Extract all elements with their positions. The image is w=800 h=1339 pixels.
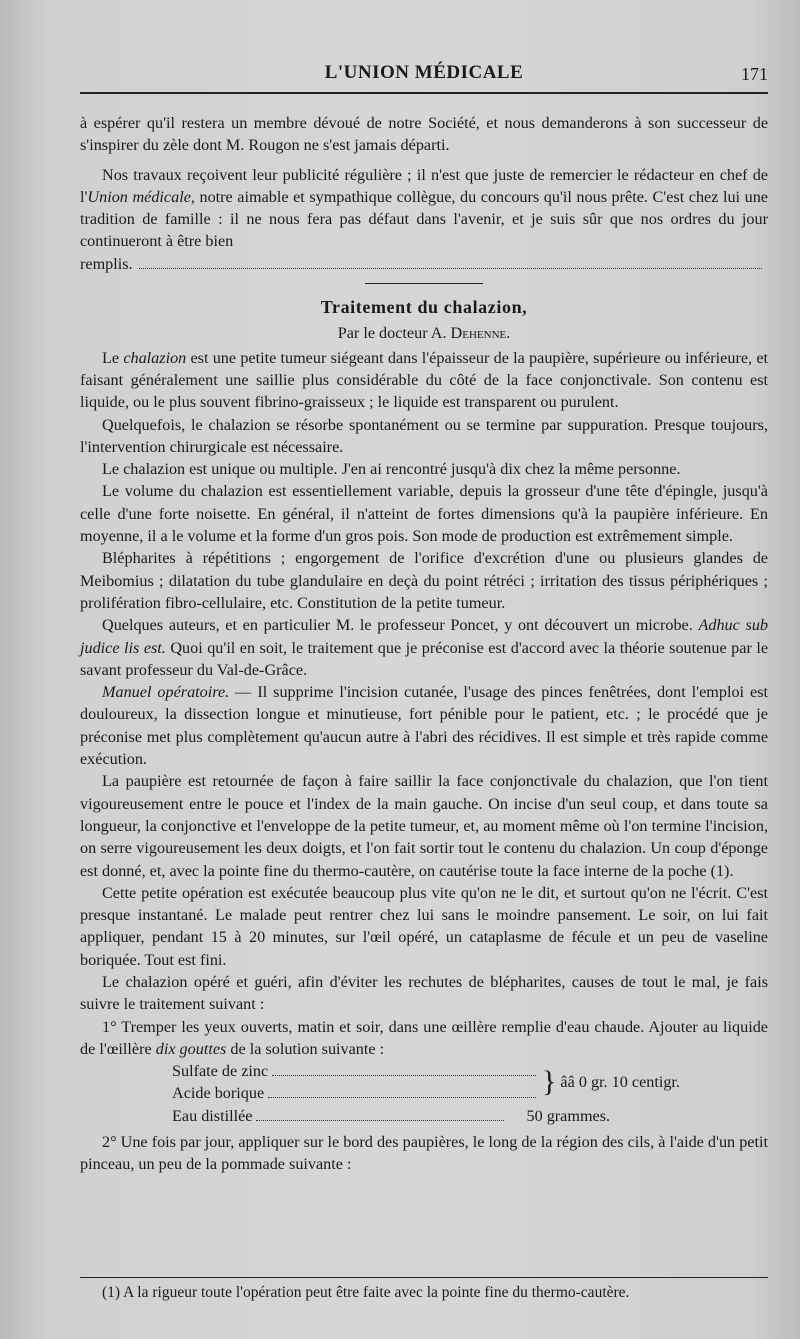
paragraph-multiplicity: [80, 458, 768, 480]
ingredient-name: Eau distillée: [172, 1106, 253, 1125]
formula-row-zinc: [80, 1060, 540, 1082]
paragraph-volume: [80, 480, 768, 547]
paragraph-procedure: [80, 770, 768, 881]
paragraph-definition: [80, 347, 768, 414]
term-chalazion: chalazion: [123, 348, 187, 367]
article-byline: [80, 322, 768, 344]
running-title: L'UNION MÉDICALE: [324, 62, 524, 83]
paragraph-closing-society: [80, 112, 768, 157]
line-leader: [139, 268, 762, 269]
paragraph-text: , notre aimable et sympathique collègue, du concours qu'il nous prête. C'est chez lui une tradition de famille : il ne nous fera pas défaut dans l'avenir, et je suis sûr que nos ordres du jour continueront à être bien: [80, 187, 768, 251]
paragraph-aftercare: [80, 882, 768, 971]
paragraph-manuel-operatoire: [80, 681, 768, 770]
paragraph-text: remplis.: [80, 254, 133, 273]
formula-braced-rows: [80, 1060, 540, 1105]
ingredient-name: Sulfate de zinc: [172, 1062, 269, 1081]
paragraph-text: de la solution suivante :: [226, 1039, 385, 1058]
paragraph-text: est une petite tumeur siégeant dans l'épaisseur de la paupière, supérieure ou inférieure, et faisant généralement une saillie plus considérable du côté de la face conjonctivale. Son contenu est liquide, ou le plus souvent fibrino-graisseux ; le liquide est transparent ou purulent.: [80, 348, 768, 412]
ingredient-quantity: 50 grammes.: [526, 1106, 611, 1125]
ingredient-name: Acide borique: [172, 1084, 265, 1103]
paragraph-text: Le chalazion opéré et guéri, afin d'éviter les rechutes de blépharites, causes de tout le mal, je fais suivre le traitement suivant :: [80, 972, 768, 1014]
paragraph-microbe: [80, 614, 768, 681]
dot-leader: [272, 1075, 536, 1076]
paragraph-treatment-intro: [80, 971, 768, 1016]
byline-suffix: .: [506, 324, 511, 343]
latin-quote: Adhuc sub judice lis est.: [80, 616, 769, 657]
paragraph-text: Quoi qu'il en soit, le traitement que je préconise est d'accord avec la théorie soutenue par le savant professeur du Val-de-Grâce.: [80, 638, 769, 679]
paragraph-text: Quelquefois, le chalazion se résorbe spontanément ou se termine par suppuration. Presque toujours, l'intervention chirurgicale est nécessaire.: [80, 415, 768, 456]
formula-row-boric: [80, 1082, 540, 1104]
paragraph-resorption: [80, 414, 768, 459]
paragraph-pathogenesis: [80, 547, 768, 614]
paragraph-text: Blépharites à répétitions ; engorgement de l'orifice d'excrétion d'une ou plusieurs glandes de Meibomius ; dilatation du tube glandulaire en deçà du point rétréci ; irritation des tissus périphériques ; prolifération fibro-cellulaire, etc. Constitution de la petite tumeur.: [80, 549, 768, 612]
footnote: (1) A la rigueur toute l'opération peut être faite avec la pointe fine du thermo-cautère.: [102, 1284, 630, 1301]
formula-row-water: [80, 1105, 768, 1127]
paragraph-text: à espérer qu'il restera un membre dévoué de notre Société, et nous demanderons à son successeur de s'inspirer du zèle dont M. Rougon ne s'est jamais départi.: [80, 114, 768, 155]
body-text: [80, 112, 768, 1176]
paragraph-thanks: [80, 164, 768, 253]
prescription-formula: [80, 1060, 768, 1127]
paragraph-text: 1° Tremper les yeux ouverts, matin et soir, dans une œillère remplie d'eau chaude. Ajouter au liquide de l'œillère: [80, 1017, 768, 1058]
page-number: 171: [741, 64, 768, 84]
dose-emphasis: dix gouttes: [155, 1039, 227, 1058]
author-name: Dehenne: [450, 324, 507, 343]
brace-symbol: }: [542, 1065, 557, 1099]
paragraph-text: La paupière est retournée de façon à faire saillir la face conjonctivale du chalazion, que l'on tient vigoureusement entre le pouce et l'index de la main gauche. On incise d'un seul coup, et dans toute sa longueur, la conjonctive et l'enveloppe de la petite tumeur, et, au moment même où l'on termine l'incision, on serre vigoureusement les deux doigts, et l'on fait sortir tout le contenu du chalazion. Un coup d'éponge est donné, et, avec la pointe fine du thermo-cautère, on cautérise toute la face interne de la poche (1).: [80, 772, 768, 880]
paragraph-text: Le chalazion est unique ou multiple. J'en ai rencontré jusqu'à dix chez la même personne.: [102, 460, 681, 479]
subsection-heading: Manuel opératoire.: [102, 683, 230, 702]
ingredient-quantity: ââ 0 gr. 10 centigr.: [560, 1073, 680, 1092]
paragraph-text: Cette petite opération est exécutée beaucoup plus vite qu'on ne le dit, et surtout qu'on ne l'écrit. C'est presque instantané. Le malade peut rentrer chez lui sans le moindre pansement. Le soir, on lui fait appliquer, pendant 15 à 20 minutes, sur l'œil opéré, un cataplasme de fécule et un peu de vaseline boriquée. Tout est fini.: [80, 883, 768, 969]
page-header: [80, 58, 768, 92]
paragraph-text: Quelques auteurs, et en particulier M. le professeur Poncet, y ont découvert un microbe.: [102, 616, 699, 635]
dot-leader: [256, 1120, 504, 1121]
paragraph-text: Le volume du chalazion est essentiellement variable, depuis la grosseur d'une tête d'épingle, jusqu'à celle d'une forte noisette. En général, il n'atteint de fortes dimensions qu'à la paupière inférieure. En moyenne, il a le volume et la forme d'un gros pois. Son mode de production est extrêmement simple.: [80, 482, 768, 546]
dot-leader: [268, 1097, 536, 1098]
paragraph-text: Le: [102, 348, 124, 367]
paragraph-step-one: [80, 1016, 768, 1061]
paragraph-text: Nos travaux reçoivent leur publicité régulière ; il n'est que juste de remercier le rédacteur en chef de l': [80, 165, 768, 206]
footnote-rule: [80, 1277, 768, 1278]
paragraph-end-line: [80, 253, 768, 275]
header-rule: [80, 92, 768, 94]
journal-name: Union médicale: [87, 187, 191, 206]
paragraph-text: 2° Une fois par jour, appliquer sur le bord des paupières, le long de la région des cils, à l'aide d'un petit pinceau, un peu de la pommade suivante :: [80, 1133, 768, 1174]
paragraph-text: — Il supprime l'incision cutanée, l'usage des pinces fenêtrées, dont l'emploi est douloureux, la dissection longue et minutieuse, fort pénible pour le patient, etc. ; le procédé que je préconise met plus complètement qu'aucun autre à l'abri des récidives. Il est simple et très rapide comme exécution.: [80, 683, 768, 769]
article-title: Traitement du chalazion,: [320, 297, 528, 318]
paragraph-step-two: [80, 1131, 768, 1176]
byline-prefix: Par le docteur A.: [337, 324, 451, 343]
formula-braced-group: [80, 1060, 768, 1105]
section-divider: [365, 283, 483, 284]
